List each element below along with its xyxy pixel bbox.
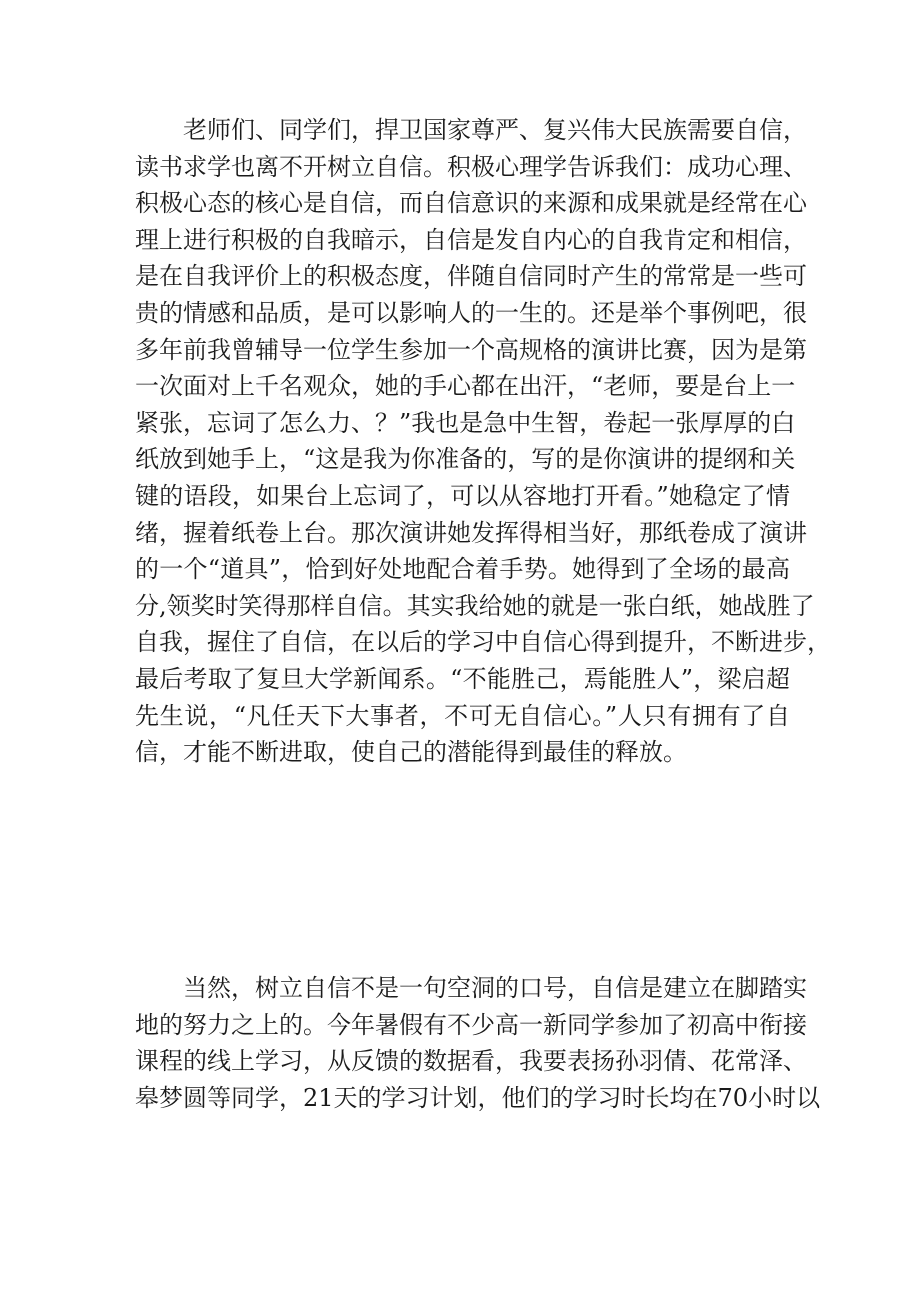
- text-line: 多年前我曾辅导一位学生参加一个高规格的演讲比赛，因为是第: [135, 335, 807, 364]
- text-line: 最后考取了复旦大学新闻系。“不能胜己，焉能胜人”，梁启超: [135, 664, 790, 693]
- text-line: 一次面对上千名观众，她的手心都在出汗，“老师，要是台上一: [135, 372, 796, 401]
- text-line: 分,领奖时笑得那样自信。其实我给她的就是一张白纸，她战胜了: [135, 591, 815, 620]
- paragraph-2: [135, 970, 821, 1116]
- text-line: 先生说，“凡任天下大事者，不可无自信心。”人只有拥有了自: [135, 701, 790, 730]
- text-line: 信，才能不断进取，使自己的潜能得到最佳的释放。: [135, 738, 687, 767]
- text-line: 皋梦圆等同学，21天的学习计划，他们的学习时长均在70小时以: [135, 1083, 821, 1112]
- text-line: 老师们、同学们，捍卫国家尊严、复兴伟大民族需要自信，: [183, 116, 807, 144]
- text-line: 课程的线上学习，从反馈的数据看，我要表扬孙羽倩、花常泽、: [135, 1047, 807, 1076]
- text-line: 是在自我评价上的积极态度，伴随自信同时产生的常常是一些可: [135, 262, 807, 291]
- text-line: 积极心态的核心是自信，而自信意识的来源和成果就是经常在心: [135, 189, 807, 218]
- text-line: 读书求学也离不开树立自信。积极心理学告诉我们：成功心理、: [135, 152, 807, 181]
- text-line: 紧张，忘词了怎么力、？”我也是急中生智，卷起一张厚厚的白: [135, 408, 796, 437]
- text-line: 绪，握着纸卷上台。那次演讲她发挥得相当好，那纸卷成了演讲: [135, 518, 807, 547]
- text-line: 键的语段，如果台上忘词了，可以从容地打开看。”她稳定了情: [135, 481, 790, 510]
- paragraph-1: [135, 112, 831, 771]
- text-line: 贵的情感和品质，是可以影响人的一生的。还是举个事例吧，很: [135, 298, 807, 327]
- text-line: 理上进行积极的自我暗示，自信是发自内心的自我肯定和相信，: [135, 225, 807, 254]
- text-line: 纸放到她手上，“这是我为你准备的，写的是你演讲的提纲和关: [135, 445, 796, 474]
- text-line: 当然，树立自信不是一句空洞的口号，自信是建立在脚踏实: [183, 974, 807, 1002]
- text-line: 自我，握住了自信，在以后的学习中自信心得到提升，不断进步，: [135, 628, 831, 657]
- text-line: 地的努力之上的。今年暑假有不少高一新同学参加了初高中衔接: [135, 1010, 807, 1039]
- text-line: 的一个“道具”，恰到好处地配合着手势。她得到了全场的最高: [135, 555, 790, 584]
